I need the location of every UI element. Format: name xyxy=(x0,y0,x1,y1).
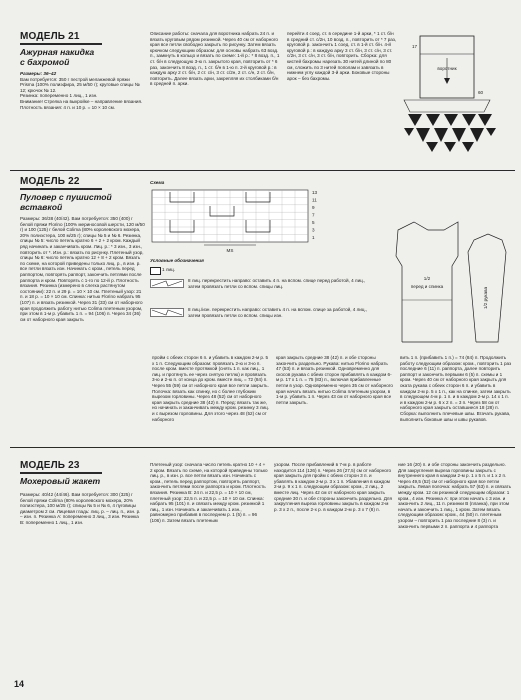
front-back-label: перед и спинка xyxy=(410,284,444,289)
row-number: 1 xyxy=(312,235,315,240)
model-22-underline xyxy=(20,188,102,190)
model-21-title-line2: с бахромой xyxy=(20,57,70,67)
model-22-title-line1: Пуловер с пушистой xyxy=(20,192,112,202)
model-23-number: МОДЕЛЬ 23 xyxy=(20,460,80,471)
row-number: 9 xyxy=(312,205,315,210)
model-22-pattern-schematic xyxy=(388,212,516,352)
model-22-instructions-col2: пройм с обеих сторон 6 п. и убавить в каждом 2-м р. 5 х 1 п. Следующим образом: провязать 2-ю и 3-ю п. после кром. вместе протяжкой (снять 1 п. как лиц., 1 лиц. и протянуть ее через снятую петлю) и провязать 3-ю и 2-ю п. от конца до кром. вместе лиц. = 72 (84) п. Через 55 (59) см от наборного края все петли закрыть. Полочка: вязать как спинку, но с более глубоким вырезом горловины. Через 48 (52) см от наборного края закрыть средние 38 (42) п. Перед: вязать так же, но начинать и заканчивать между кром. резинку 3 лиц. и с вырезом горловины. Для этого через 48 (52) см от наборного xyxy=(152,355,270,422)
model-22-scheme-title: Схема xyxy=(150,180,165,185)
divider-21-22 xyxy=(10,170,515,171)
legend-knit-symbol xyxy=(150,267,161,275)
model-22-number: МОДЕЛЬ 22 xyxy=(20,176,80,187)
legend-cable-right-text: 8 лиц. перекрестить направо: оставить 4 п. на вспом. спице перед работой, 4 лиц., затем провязать петли со вспом. спицы лиц. xyxy=(188,278,366,289)
collar-arrow-head xyxy=(444,78,450,84)
sleeve-label: 1/2 рукава xyxy=(483,286,488,310)
model-22-instructions-col3: края закрыть средние 38 (42) п. и обе стороны закончить раздельно. Рукава: нитью Florino набрать 47 (53) п. и вязать резинкой. Одновременно для скосов рукава с обеих сторон прибавлять в каждом 6-м р. 17 x 1 п. = 75 (83) п., включая прибавленные петли в узор. Одновременно через 35 см от наборного края начать вязать нитью Colima плетеным узором, в 1-м р. убавить 1 п. Через 43 см от наборного края все петли закрыть. xyxy=(276,355,393,405)
collar-dim-height: 17 xyxy=(412,44,418,49)
collar-label: воротник xyxy=(437,66,457,71)
front-back-half-label: 1/2 xyxy=(423,276,431,281)
model-21-underline xyxy=(20,43,102,45)
model-21-note: Внимание! Стрелка на выкройке – направление вязания. xyxy=(20,98,143,104)
model-21-fringe-diagram xyxy=(398,28,510,156)
model-21-materials: Вам потребуется: 350 г пестрой меланжевой пряжи Prisma (100% полиэфира, 25 м/50 г); круговые спицы № 12; крючок № 12. xyxy=(20,76,140,93)
model-23-col2: Плетеный узор: сначала число петель кратно 10 + 4 + 2 кром. Вязать по схеме, на которой приведены только лиц. р., в изн. р. все петли вязать изн. Начинать с кром., петель перед раппортом, повторять раппорт, закончить петлями после раппорта и кром. Плотность вязания. Резинка В: 24 п. и 22,5 р. = 10 × 10 см, плетеный узор: 22,5 п. и 22,5 р. = 10 × 10 см. Спинка: набрать 95 (101) п. и связать между кром. резинкой 1 лиц., 1 изн. Начинать и заканчивать 1 изн., равномерно прибавив в последнем р. 1 (5) п. = 96 (106) п. Затем вязать плетеным xyxy=(150,462,268,523)
model-22-instructions: Размеры: 36/38 (40/42). Вам потребуется: 350 (400) г белой пряжи Florino (100% мериносовой шерсти, 120 м/50 г) и 100 (125) г белой Colima (80% королевского мохера, 20% полиэстера, 100 м/25 г); спицы № 5 и № 6. Резинка, спицы № 5: число петель кратно 6 + 2 + 2 кром. Каждый ряд начинать и заканчивать кром. Лиц. р.: * 3 изн., 3 изн., повторить от *. Изн. р.: вязать по рисунку. Плетеный узор, спицы № 6: число петель кратно 12 + 8 + 2 кром. Вязать по схеме, на которой приведены только лиц. р., в изн. р. все петли вязать изн. Начинать с кром., петель перед раппортом, повторять раппорт, закончить петлями после раппорта и кром. Повторять с 1-го по 12-й р. Плотность вязания. Резинка (измерено в слегка растянутом состоянии): 22 п. и 29 р. = 10 × 10 см. Плетеный узор: 21 п. и 18 р. = 10 × 10 см. Спинка: нитью Florino набрать 95 (107) п. и вязать резинкой. Через 31 (33) см от наборного края продолжить работу нитью Colima плетеным узором, при этом в 1-м р. убавить 1 п. = 94 (106) п. Через 34 (36) см от наборного края закрыть xyxy=(20,216,145,322)
collar-dim-width: 60 xyxy=(478,90,484,95)
model-23-col4: ние 16 (20) п. и обе стороны закончить раздельно. Для закругления выреза горловины закрыть с внутреннего края в каждом 2-м р. 1 х 5 п. и 1 х 2 п. Через 49,5 (52) см от наборного края все петли закрыть. Левая полочка: набрать 57 (63) п. и связать между кром. 12 см резинкой следующим образом: 1 кром., 4 изн. Резинка А: при этом начать с 3 изн. и закончить 2 лиц., 11 п. резинки В (планка), при этом начать и закончить 1 лиц., 1 кром. Затем вязать следующим образом: кром., 44 (50) п. плетеным узором – повторить 1 раз последние 8 (3) п. и закончить первыми 2 п. раппорта и 4 раппорта xyxy=(398,462,512,529)
row-number: 7 xyxy=(312,212,315,218)
model-22-instructions-col4: вить 1 п. (прибавить 1 п.) = 74 (84) п. Продолжить работу следующим образом: кром., повторить 1 раз последние 6 (11) п. раппорта, далее повторить раппорт и закончить первыми 6 (5) п. схемы и 1 кром. Через 40 см от наборного края закрыть для оката рукава с обеих сторон 6 п. и убавить в каждом 2-м р. 5 х 1 п., как на спинке, затем закрыть в следующем 4-м р. 1 п. и в каждом 2-м р. 14 х 1 п. и в каждом 2-м р. 6 х 2 п. = 3 п. Через 58 см от наборного края закрыть оставшиеся 18 (28) п. Сборка: выполнить плечевые швы. Втачать рукава, выполнить боковые швы и швы рукавов. xyxy=(400,355,512,422)
model-23-title: Мохеровый жакет xyxy=(20,476,101,486)
model-23-underline xyxy=(20,472,102,474)
model-23-specs: Размеры: 40/42 (44/46). Вам потребуется: 300 (325) г белой пряжи Colima (80% королевского мохера, 20% полиэстера, 100 м/25 г); спицы № 5 и № 6, 4 пуговицы диаметром 2 см. Лицевая гладь: лиц. р. – лиц. п., изн. р. – изн. п. Резинка А: попеременно 3 лиц., 3 изн. Резинка В: попеременно 1 лиц., 1 изн. xyxy=(20,492,141,525)
model-22-title-line2: вставкой xyxy=(20,202,63,212)
model-21-specs xyxy=(20,71,144,151)
legend-cable-purl-text: 8 лиц./изн. перекрестить направо: оставить 4 п. на вспом. спице за работой, 4 лиц., затем провязать петли со вспом. спицы изн. xyxy=(188,307,368,318)
model-21-description: Описание работы: сначала для воротника набрать 24 п. и вязать круговым рядом резинкой. Через 40 см от наборного края все петли свободно закрыть по рисунку. Затем вязать крючком следующим образом: для основы набрать 63 возд. п., замкнуть в кольцо и вязать по схеме: 1-й р.: * 8 возд. п., 1 ст. б/н в следующую 3-ю п. закрытого края, повторить от * 6 раз, закончить 8 возд. п., 1 ст. б/н в 1-ю п. 2-й круговой р.: в каждую арку 2 ст. б/н, 2 ст. с/н, 3 ст. с/2н, 2 ст. с/н, 2 ст. б/н, повторить. Далее вязать арки, закрепляя их столбиками б/н в средней п. арки. xyxy=(150,31,280,87)
row-number: 13 xyxy=(312,190,318,195)
model-23-col3: узором. После прибавлений в 7-м р. в работе находится 114 (126) п. Через 26 (27,5) см от наборного края закрыть для пройм с обеих сторон 3 п. и убавлять в каждом 2-м р. 3 х 1 п. Убавления в каждом 2-м р. 9 х 1 п. следующим образом: кром., 2 лиц., 2 вместе лиц. Через 42 см от наборного края закрыть средние 30 п. и обе стороны закончить раздельно. Для закругления выреза горловины закрыть в каждом 2-м р. 3 х 2 п., после 2-х р. в каждом 2-м р. 3 х 7 (8) п. xyxy=(274,462,392,512)
model-22-knitting-chart xyxy=(150,188,330,254)
divider-22-23 xyxy=(10,447,515,448)
model-22-legend-title: Условные обозначения xyxy=(150,258,204,263)
page-number: 14 xyxy=(14,679,25,689)
row-number: 3 xyxy=(312,227,315,233)
model-21-rapport: Резинка: попеременно 1 лиц., 1 изн. xyxy=(20,93,98,99)
model-21-number: МОДЕЛЬ 21 xyxy=(20,31,80,42)
row-number: 11 xyxy=(312,197,317,203)
model-21-density: Плотность вязания: 4 п. и 10 р. = 10 × 10 см. xyxy=(20,104,116,110)
model-21-sizes: Размеры: 36–42 xyxy=(20,71,57,76)
front-back-outline xyxy=(396,222,458,342)
row-number: 5 xyxy=(312,220,315,225)
chart-ms-label: MS xyxy=(226,248,234,253)
model-21-title-line1: Ажурная накидка xyxy=(20,47,95,57)
fringe-tiers xyxy=(404,100,496,152)
legend-cable-right-symbol xyxy=(150,279,184,288)
legend-cable-purl-symbol xyxy=(150,308,184,317)
model-21-continuation: перейти 4 соед. ст. в середине 1-й арки, * 1 ст. б/н в средний ст. с/2н, 10 возд. п., повторить от * 7 раз, круговой р. закончить 1 соед. ст. в 1-й ст. б/н. 4-й круговой р.: в каждую арку 3 ст. б/н, 3 ст. с/н, 3 ст. с/2н, 3 ст. с/н, 3 ст. б/н, повторить. Сборка: для кистей бахромы нарезать 30 нитей длиной по 80 см, сложить по 3 нитей пополам и завязать в нижнем углу каждой 3-й арки. Боковые стороны арок – без бахромы. xyxy=(287,31,397,81)
legend-knit-text: 1 лиц. xyxy=(162,267,175,272)
